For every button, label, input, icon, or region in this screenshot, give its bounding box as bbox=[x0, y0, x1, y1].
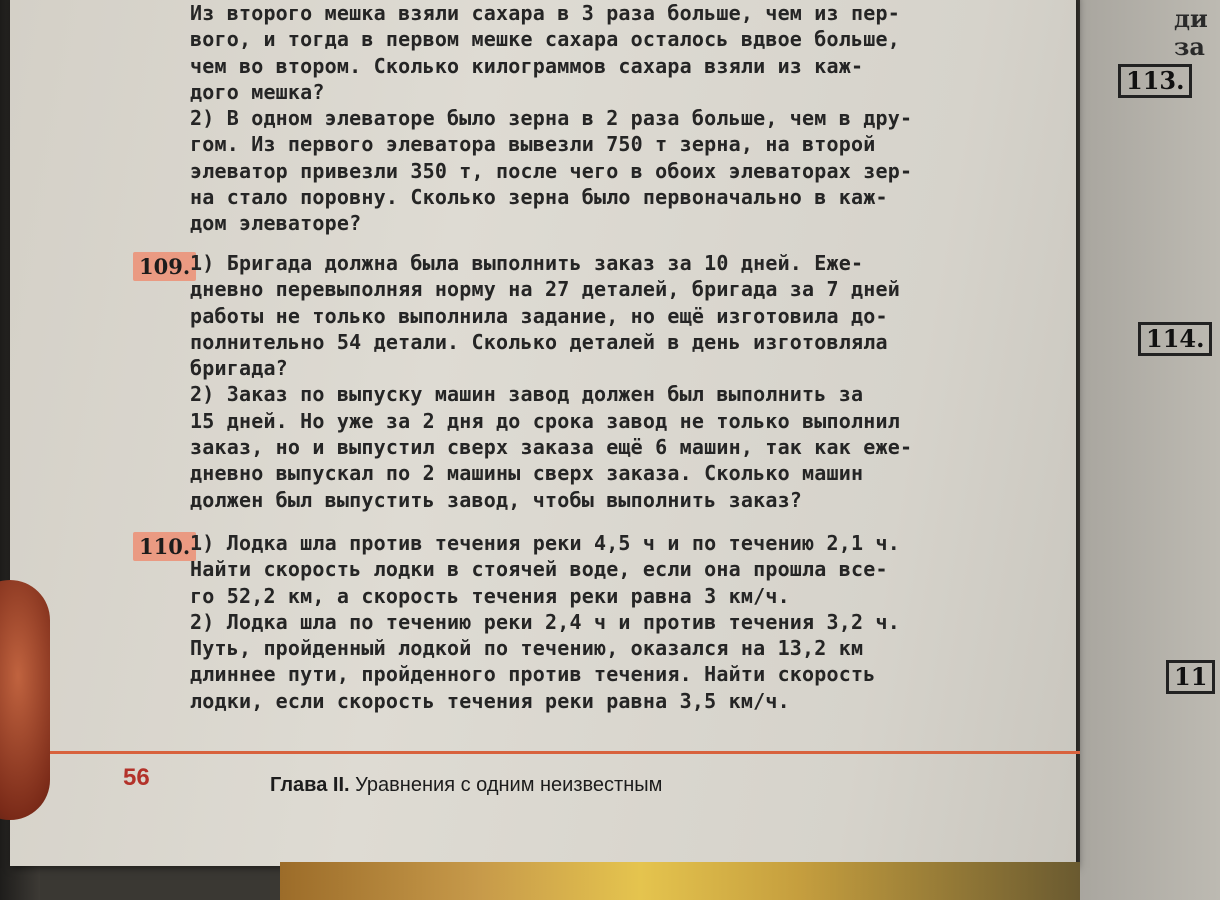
book-bottom-edge bbox=[280, 862, 1080, 900]
text-line: 2) Заказ по выпуску машин завод должен был выполнить за bbox=[190, 382, 864, 407]
text-line: длиннее пути, пройденного против течения. Найти скорость bbox=[190, 662, 876, 687]
text-line: дневно выпускал по 2 машины сверх заказа. Сколько машин bbox=[190, 461, 864, 486]
right-page-problem-113: 113. bbox=[1118, 64, 1192, 98]
right-page-problem-11: 11 bbox=[1166, 660, 1215, 694]
chapter-label: Глава II. bbox=[270, 774, 350, 796]
text-line: дом элеваторе? bbox=[190, 211, 362, 236]
text-line: Из второго мешка взяли сахара в 3 раза больше, чем из пер- bbox=[190, 1, 900, 25]
text-line: лодки, если скорость течения реки равна 3,5 км/ч. bbox=[190, 688, 790, 713]
text-line: заказ, но и выпустил сверх заказа ещё 6 машин, так как еже- bbox=[190, 435, 913, 460]
right-page bbox=[1080, 0, 1220, 900]
text-line: на стало поровну. Сколько зерна было первоначально в каж- bbox=[190, 185, 888, 210]
text-line: Найти скорость лодки в стоячей воде, если она прошла все- bbox=[190, 557, 888, 582]
text-line: элеватор привезли 350 т, после чего в обоих элеваторах зер- bbox=[190, 158, 913, 183]
text-line: дневно перевыполняя норму на 27 деталей, бригада за 7 дней bbox=[190, 277, 900, 302]
text-line: работы не только выполнила задание, но ещё изготовила до- bbox=[190, 303, 888, 328]
text-line: бригада? bbox=[190, 356, 288, 381]
text-line: чем во втором. Сколько килограммов сахара взяли из каж- bbox=[190, 53, 864, 78]
text-line: полнительно 54 детали. Сколько деталей в день изготовляла bbox=[190, 329, 888, 354]
right-page-problem-114: 114. bbox=[1138, 322, 1212, 356]
chapter-title bbox=[270, 774, 662, 797]
text-line: го 52,2 км, а скорость течения реки равна 3 км/ч. bbox=[190, 583, 790, 608]
text-line: гом. Из первого элеватора вывезли 750 т зерна, на второй bbox=[190, 132, 876, 157]
problem-109-text bbox=[190, 250, 1010, 513]
chapter-name: Уравнения с одним неизвестным bbox=[355, 774, 663, 796]
text-line: 1) Бригада должна была выполнить заказ за 10 дней. Еже- bbox=[190, 251, 864, 275]
problem-110-text bbox=[190, 530, 1010, 714]
problem-109-number: 109. bbox=[133, 252, 196, 281]
right-page-fragment-top: ди bbox=[1174, 4, 1208, 33]
text-line: 2) В одном элеваторе было зерна в 2 раза больше, чем в дру- bbox=[190, 106, 913, 131]
problem-110-number: 110. bbox=[133, 532, 196, 561]
footer-rule bbox=[30, 751, 1080, 754]
text-line: 2) Лодка шла по течению реки 2,4 ч и против течения 3,2 ч. bbox=[190, 609, 900, 634]
finger bbox=[0, 580, 50, 820]
continued-task-block bbox=[190, 0, 1010, 237]
text-line: 1) Лодка шла против течения реки 4,5 ч и по течению 2,1 ч. bbox=[190, 531, 900, 555]
text-line: Путь, пройденный лодкой по течению, оказался на 13,2 км bbox=[190, 636, 864, 661]
text-line: вого, и тогда в первом мешке сахара осталось вдвое больше, bbox=[190, 27, 900, 52]
text-line: дого мешка? bbox=[190, 79, 325, 104]
page-number: 56 bbox=[123, 764, 150, 791]
text-line: должен был выпустить завод, чтобы выполнить заказ? bbox=[190, 487, 803, 512]
right-page-fragment-2: за bbox=[1174, 32, 1205, 61]
text-line: 15 дней. Но уже за 2 дня до срока завод не только выполнил bbox=[190, 408, 900, 433]
